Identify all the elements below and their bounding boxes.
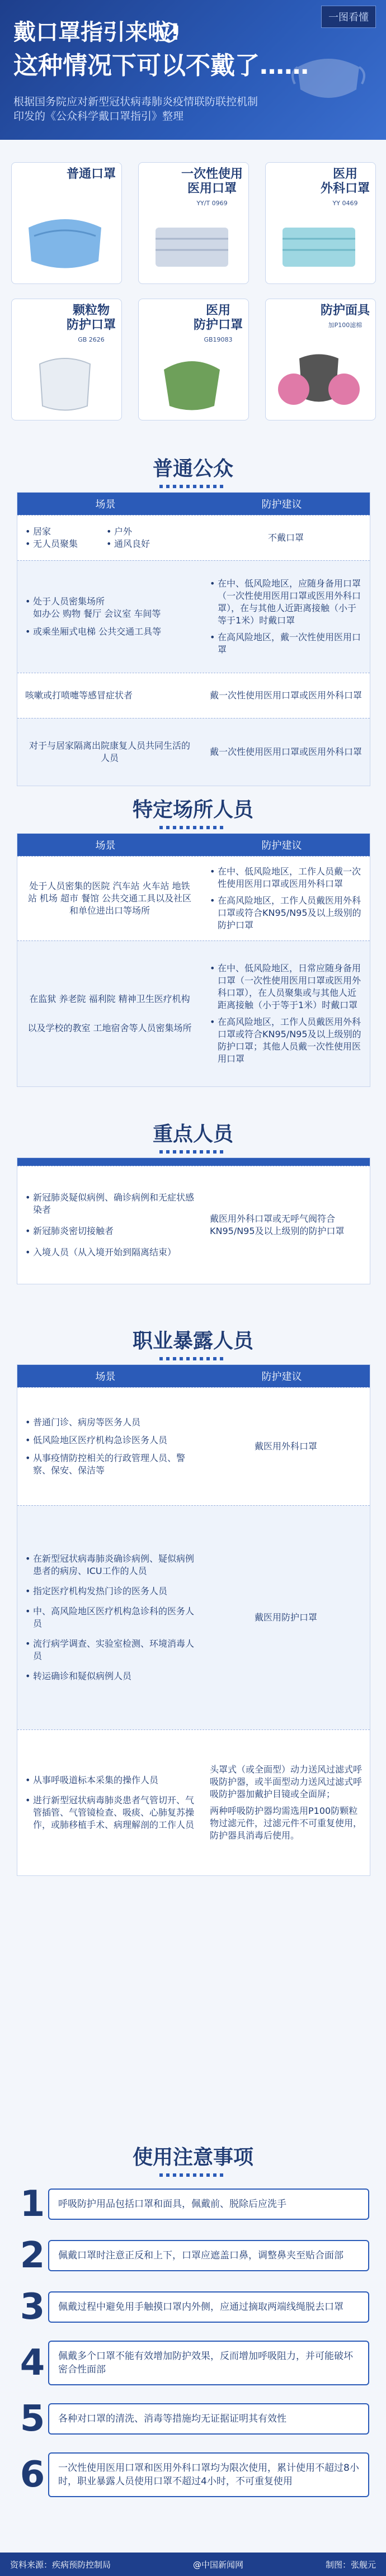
- mask-card: 颗粒物 防护口罩 GB 2626: [11, 299, 122, 420]
- tip-item: 6 一次性使用医用口罩和医用外科口罩均为限次使用，累计使用不超过8小时，职业暴露人员使用口罩不超过4小时，不可重复使用: [17, 2452, 369, 2497]
- section-title-key: 重点人员: [0, 1118, 386, 1154]
- key-table: [17, 1157, 370, 1284]
- gas-mask-icon: [271, 347, 366, 414]
- mask-name: 一次性使用 医用口罩: [181, 167, 243, 196]
- tip-item: 3 佩戴过程中避免用手触摸口罩内外侧，应通过摘取两端线绳脱去口罩: [17, 2289, 369, 2325]
- table-row: • 处于人员密集场所 如办公 购物 餐厅 会议室 车间等 • 或乘坐厢式电梯 公共交通工具等 • 在中、低风险地区，应随身备用口罩（一次性使用医用口罩或医用外科口罩），在与其他人近距离接触（小于等于1米）时戴口罩 • 在高风险地区，戴一次性使用医用口罩: [17, 560, 370, 673]
- page-title: 戴口罩指引来啦!: [13, 20, 181, 45]
- tip-item: 4 佩戴多个口罩不能有效增加防护效果，反而增加呼吸阻力，并可能破坏密合性面部: [17, 2341, 369, 2385]
- section-title-tips: 使用注意事项: [0, 2142, 386, 2177]
- mask-card: 一次性使用 医用口罩 YY/T 0969: [138, 162, 249, 284]
- table-row: 咳嗽或打喷嚏等感冒症状者 戴一次性使用医用口罩或医用外科口罩: [17, 673, 370, 718]
- table-header: 场景 防护建议: [17, 834, 370, 856]
- respirator-icon: [17, 353, 112, 414]
- mask-name: 普通口罩: [66, 167, 116, 181]
- tip-item: 5 各种对口罩的清洗、消毒等措施均无证据证明其有效性: [17, 2401, 369, 2437]
- header-desc-line1: 根据国务院应对新型冠状病毒肺炎疫情联防联控机制: [13, 96, 258, 108]
- section-title-public: 普通公众: [0, 453, 386, 488]
- table-row: • 普通门诊、病房等医务人员 • 低风险地区医疗机构急诊医务人员 • 从事疫情防控相关的行政管理人员、警察、保安、保洁等 戴医用外科口罩: [17, 1387, 370, 1505]
- table-row: • 在新型冠状病毒肺炎确诊病例、疑似病例患者的病房、ICU工作的人员 • 指定医疗机构发热门诊的医务人员 • 中、高风险地区医疗机构急诊科的医务人员 • 流行病学调查、实验室检测、环境消毒人员 • 转运确诊和疑似病例人员 戴医用防护口罩: [17, 1505, 370, 1729]
- medical-mask-icon: [144, 211, 239, 278]
- mask-card: 医用 外科口罩 YY 0469: [265, 162, 376, 284]
- table-row: 对于与居家隔离出院康复人员共同生活的人员 戴一次性使用医用口罩或医用外科口罩: [17, 718, 370, 786]
- header-banner: [0, 0, 386, 140]
- footer: [0, 2553, 386, 2576]
- mask-icon: [286, 34, 370, 117]
- mask-name: 颗粒物 防护口罩: [66, 304, 116, 332]
- section-title-specific: 特定场所人员: [0, 794, 386, 829]
- mask-name: 防护面具: [320, 304, 370, 318]
- tip-item: 1 呼吸防护用品包括口罩和面具，佩戴前、脱除后应洗手: [17, 2186, 369, 2222]
- table-header: 场景 防护建议: [17, 493, 370, 515]
- mask-name: 医用 防护口罩: [193, 304, 243, 332]
- tip-item: 2 佩戴口罩时注意正反和上下，口罩应遮盖口鼻，调整鼻夹至贴合面部: [17, 2238, 369, 2274]
- tips-list: [17, 2183, 369, 2513]
- section-title-occupational: 职业暴露人员: [0, 1325, 386, 1360]
- table-row: 处于人员密集的医院 汽车站 火车站 地铁站 机场 超市 餐馆 公共交通工具以及社区和单位进出口等场所 • 在中、低风险地区，工作人员戴一次性使用医用口罩或医用外科口罩 • 在高风险地区，工作人员戴医用外科口罩或符合KN95/N95及以上级别的防护口罩: [17, 856, 370, 940]
- public-table: [17, 492, 370, 786]
- table-header: [17, 1158, 370, 1166]
- mask-card: 医用 防护口罩 GB19083: [138, 299, 249, 420]
- header-tag: 一图看懂: [321, 6, 376, 28]
- mask-types-grid: [11, 162, 375, 431]
- footer-source: 资料来源：疾病预防控制局: [10, 2559, 111, 2570]
- footer-author: 制图：张舰元: [325, 2559, 376, 2570]
- table-header: 场景 防护建议: [17, 1365, 370, 1387]
- table-row: 在监狱 养老院 福利院 精神卫生医疗机构 以及学校的教室 工地宿舍等人员密集场所 • 在中、低风险地区，日常应随身备用口罩（一次性使用医用口罩或医用外科口罩），在人员聚集或与其他人近距离接触（小于等于1米）时戴口罩 • 在高风险地区，工作人员戴医用外科口罩或符合KN95/N95及以上级别的防护口罩；其他人员戴一次性使用医用口罩: [17, 940, 370, 1086]
- header-desc-line2: 印发的《公众科学戴口罩指引》整理: [13, 110, 184, 122]
- mask-card: [11, 162, 122, 284]
- table-row: • 居家• 户外 • 无人员聚集• 通风良好 不戴口罩: [17, 515, 370, 560]
- n95-mask-icon: [144, 353, 239, 414]
- table-row: • 新冠肺炎疑似病例、确诊病例和无症状感染者 • 新冠肺炎密切接触者 • 入境人员（从入境开始到隔离结束） 戴医用外科口罩或无呼气阀符合KN95/N95及以上级别的防护口罩: [17, 1166, 370, 1284]
- surgical-mask-icon: [271, 211, 366, 278]
- mask-name: 医用 外科口罩: [320, 167, 370, 196]
- footer-brand: @中国新闻网: [192, 2559, 243, 2570]
- shield-check-icon: [158, 21, 180, 44]
- specific-table: [17, 833, 370, 1087]
- table-row: • 从事呼吸道标本采集的操作人员 • 进行新型冠状病毒肺炎患者气管切开、气管插管、气管镜检查、吸痰、心肺复苏操作，或肺移植手术、病理解剖的工作人员 头罩式（或全面型）动力送风过滤式呼吸防护器，或半面型动力送风过滤式呼吸防护器加戴护目镜或全面屏； 两种呼吸防护器均需选用P100防颗粒物过滤元件，过滤元件不可重复使用，防护器具消毒后使用。: [17, 1729, 370, 1875]
- occupational-table: [17, 1364, 370, 1876]
- page-subtitle: 这种情况下可以不戴了……: [13, 51, 309, 80]
- mask-card: 防护面具 加P100滤棉: [265, 299, 376, 420]
- surgical-mask-icon: [17, 205, 112, 278]
